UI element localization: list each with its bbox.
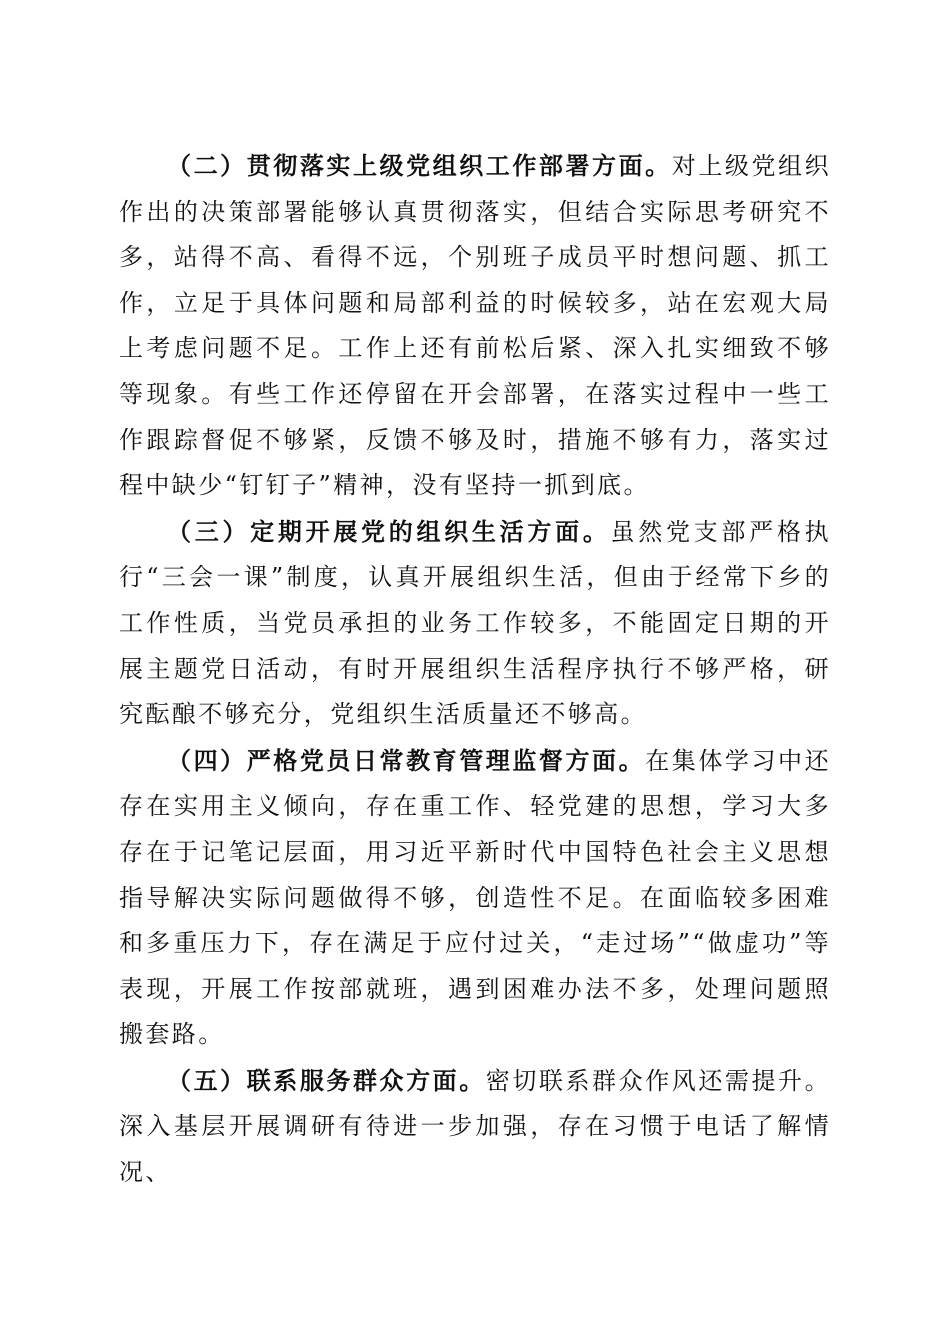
paragraph-serving-masses: [119, 1058, 831, 1196]
paragraph-text: 密切联系群众作风还需提升。深入基层开展调研有待进一步加强，存在习惯于电话了解情况、: [119, 1066, 831, 1187]
paragraph-heading: （三）定期开展党的组织生活方面。: [167, 516, 611, 546]
paragraph-member-education: [119, 738, 831, 1058]
paragraph-heading: （四）严格党员日常教育管理监督方面。: [167, 745, 646, 775]
paragraph-text: 虽然党支部严格执行“三会一课”制度，认真开展组织生活，但由于经常下乡的工作性质，当党员承担的业务工作较多，不能固定日期的开展主题党日活动，有时开展组织生活程序执行不够严格，研究酝酿不够充分，党组织生活质量还不够高。: [119, 517, 831, 729]
paragraph-text: 在集体学习中还存在实用主义倾向，存在重工作、轻党建的思想，学习大多存在于记笔记层面，用习近平新时代中国特色社会主义思想指导解决实际问题做得不够，创造性不足。在面临较多困难和多重压力下，存在满足于应付过关，“走过场”“做虚功”等表现，开展工作按部就班，遇到困难办法不多，处理问题照搬套路。: [119, 746, 831, 1049]
paragraph-text: 对上级党组织作出的决策部署能够认真贯彻落实，但结合实际思考研究不多，站得不高、看得不远，个别班子成员平时想问题、抓工作，立足于具体问题和局部利益的时候较多，站在宏观大局上考虑问题不足。工作上还有前松后紧、深入扎实细致不够等现象。有些工作还停留在开会部署，在落实过程中一些工作跟踪督促不够紧，反馈不够及时，措施不够有力，落实过程中缺少“钉钉子”精神，没有坚持一抓到底。: [119, 152, 831, 500]
paragraph-heading: （二）贯彻落实上级党组织工作部署方面。: [167, 151, 672, 180]
document-body: [119, 143, 831, 1196]
paragraph-organization-life: [119, 509, 831, 738]
paragraph-party-work-deployment: [119, 143, 831, 509]
paragraph-heading: （五）联系服务群众方面。: [167, 1065, 486, 1095]
